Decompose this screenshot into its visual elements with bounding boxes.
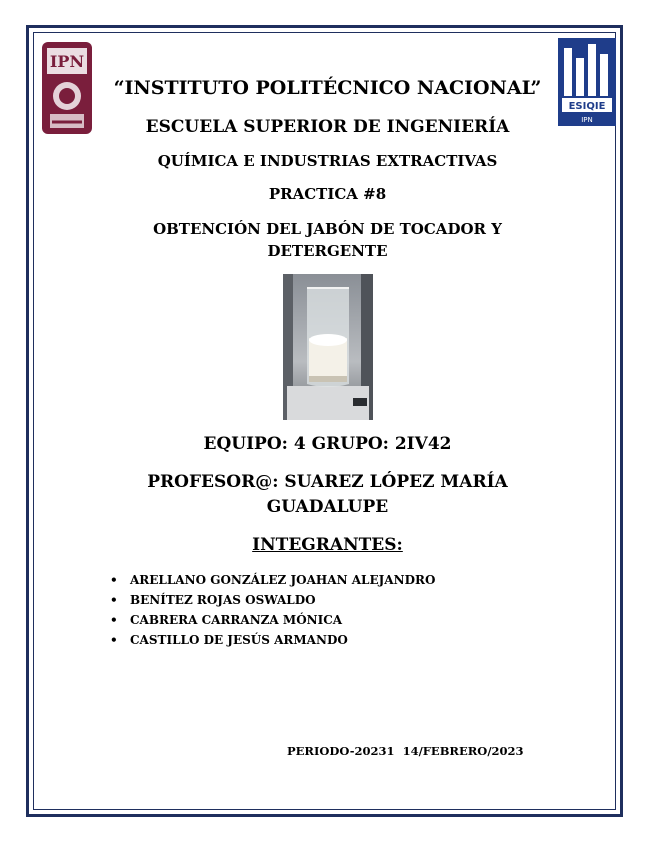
period-label: PERIODO-20231 — [287, 744, 395, 758]
date-label: 14/FEBRERO/2023 — [402, 744, 524, 758]
page-border-inner — [33, 32, 616, 810]
page-border — [26, 25, 623, 817]
school-line-2: QUÍMICA E INDUSTRIAS EXTRACTIVAS — [157, 152, 498, 170]
svg-text:IPN: IPN — [581, 116, 593, 124]
bullet-icon: • — [110, 633, 118, 647]
svg-text:ESIQIE: ESIQIE — [568, 101, 606, 112]
school-line-1: ESCUELA SUPERIOR DE INGENIERÍA — [145, 117, 510, 137]
list-item: • BENÍTEZ ROJAS OSWALDO — [110, 590, 435, 610]
institution-title: “INSTITUTO POLITÉCNICO NACIONAL” — [113, 77, 542, 99]
period-date-line — [287, 744, 532, 758]
list-item: • CABRERA CARRANZA MÓNICA — [110, 610, 435, 630]
members-heading: INTEGRANTES: — [252, 535, 403, 555]
practice-number: PRACTICA #8 — [268, 185, 387, 203]
svg-text:IPN: IPN — [49, 52, 85, 71]
members-list — [110, 570, 435, 650]
list-item: • CASTILLO DE JESÚS ARMANDO — [110, 630, 435, 650]
list-item: • ARELLANO GONZÁLEZ JOAHAN ALEJANDRO — [110, 570, 435, 590]
professor-line: PROFESOR@: SUAREZ LÓPEZ MARÍA GUADALUPE — [147, 472, 508, 517]
team-group-line: EQUIPO: 4 GRUPO: 2IV42 — [203, 434, 452, 454]
bullet-icon: • — [110, 573, 118, 587]
bullet-icon: • — [110, 593, 118, 607]
soap-beaker-photo — [283, 274, 373, 420]
practice-title: OBTENCIÓN DEL JABÓN DE TOCADOR Y DETERGENTE — [153, 220, 502, 260]
bullet-icon: • — [110, 613, 118, 627]
